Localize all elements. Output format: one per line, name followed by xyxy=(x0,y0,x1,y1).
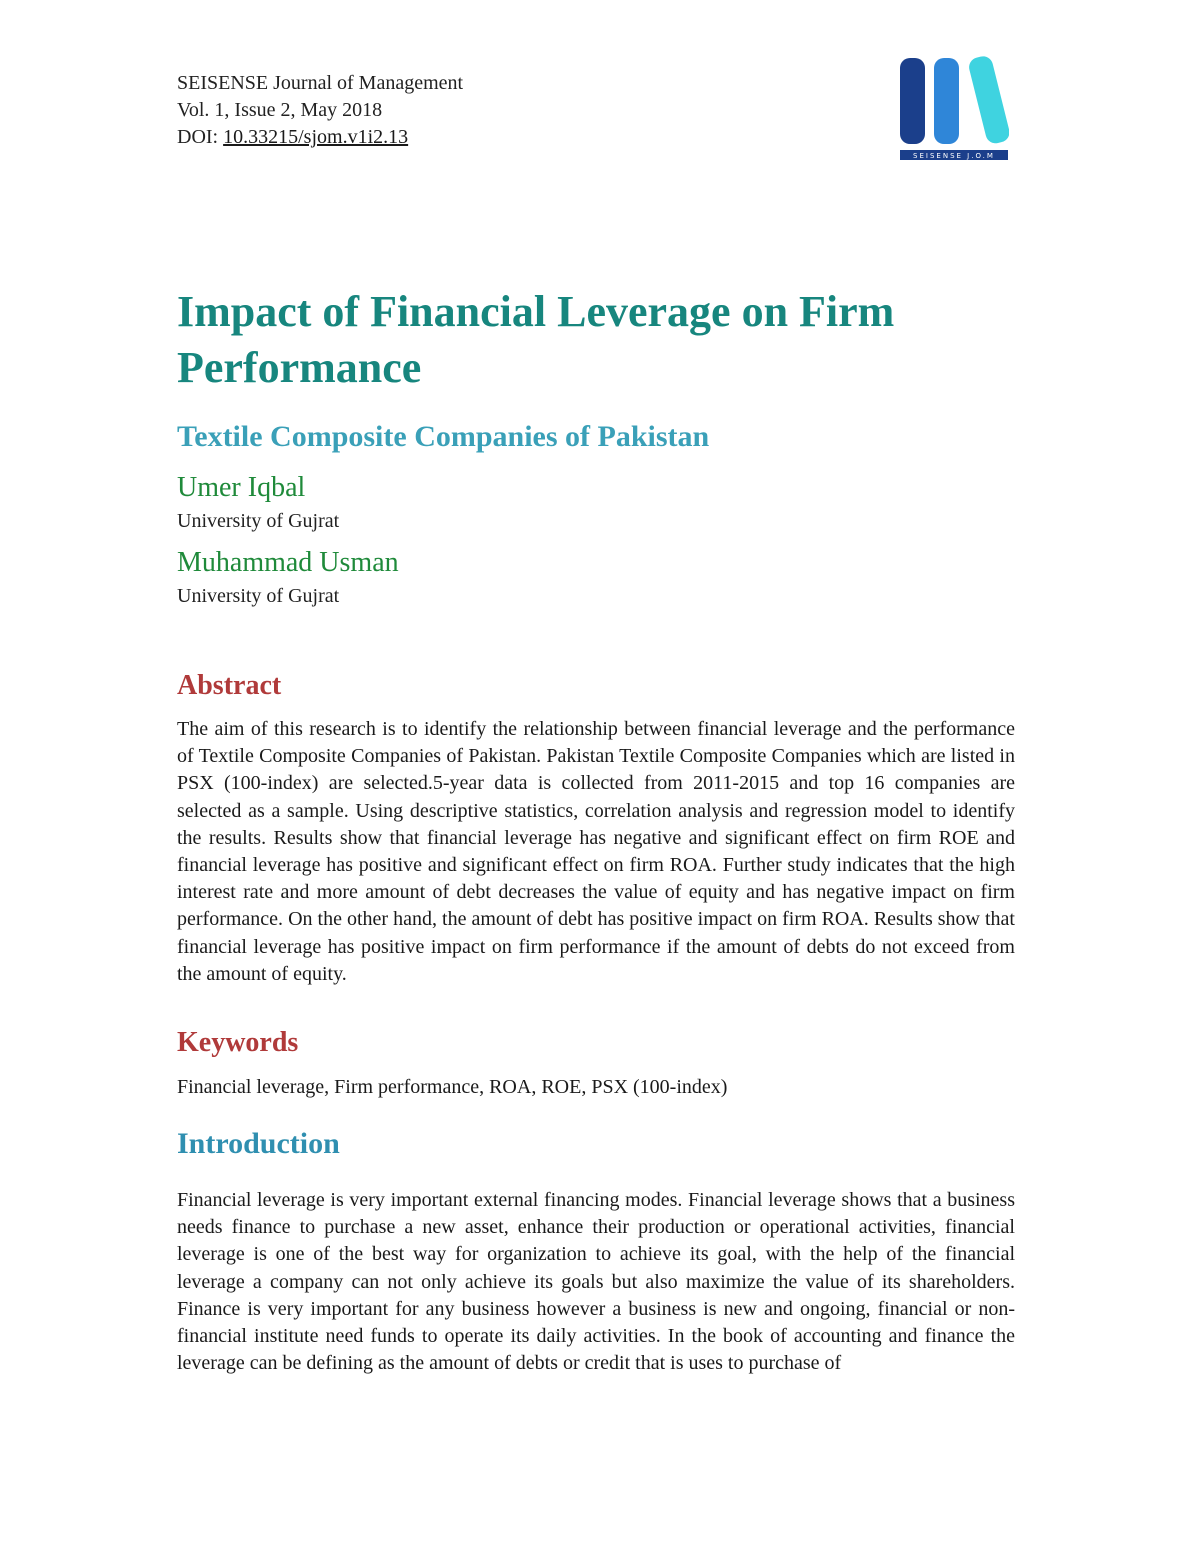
introduction-heading: Introduction xyxy=(177,1127,340,1160)
logo-text: SEISENSE J.O.M xyxy=(913,152,995,160)
journal-volume: Vol. 1, Issue 2, May 2018 xyxy=(177,99,383,121)
abstract-heading: Abstract xyxy=(177,670,282,701)
author-name-2: Muhammad Usman xyxy=(177,547,399,578)
author-affiliation-1: University of Gujrat xyxy=(177,510,340,532)
author-name-1: Umer Iqbal xyxy=(177,472,306,503)
paper-title: Impact of Financial Leverage on Firm Performance xyxy=(177,287,895,392)
keywords-heading: Keywords xyxy=(177,1027,299,1058)
doi-link[interactable]: 10.33215/sjom.v1i2.13 xyxy=(223,126,409,148)
journal-doi xyxy=(177,124,463,151)
journal-header xyxy=(177,70,463,151)
abstract-text: The aim of this research is to identify the relationship between financial leverage and the performance of Textile Composite Companies of Pakistan. Pakistan Textile Composite Companies which are listed in PSX (100-index) are selected.5-year data is collected from 2011-2015 and top 16 companies are selected as a sample. Using descriptive statistics, correlation analysis and regression model to identify the results. Results show that financial leverage has negative and significant effect on firm ROE and financial leverage has positive and significant effect on firm ROA. Further study indicates that the high interest rate and more amount of debt decreases the value of equity and has negative impact on firm performance. On the other hand, the amount of debt has positive impact on firm ROA. Results show that financial leverage has positive impact on firm performance if the amount of debts do not exceed from the amount of equity. xyxy=(177,718,1015,985)
journal-name: SEISENSE Journal of Management xyxy=(177,72,464,94)
journal-logo xyxy=(897,56,1009,162)
paper-subtitle: Textile Composite Companies of Pakistan xyxy=(177,420,710,453)
author-affiliation-2: University of Gujrat xyxy=(177,585,340,607)
doi-label: DOI: xyxy=(177,126,224,148)
introduction-text: Financial leverage is very important external financing modes. Financial leverage shows that a business needs finance to purchase a new asset, enhance their production or operational activities, financial leverage is one of the best way for organization to achieve its goal, with the help of the financial leverage a company can not only achieve its goals but also maximize the value of its shareholders. Finance is very important for any business however a business is new and ongoing, financial or non-financial institute need funds to operate its daily activities. In the book of accounting and finance the leverage can be defining as the amount of debts or credit that is uses to purchase of xyxy=(177,1189,1015,1375)
keywords-text: Financial leverage, Firm performance, ROA, ROE, PSX (100-index) xyxy=(177,1076,728,1098)
